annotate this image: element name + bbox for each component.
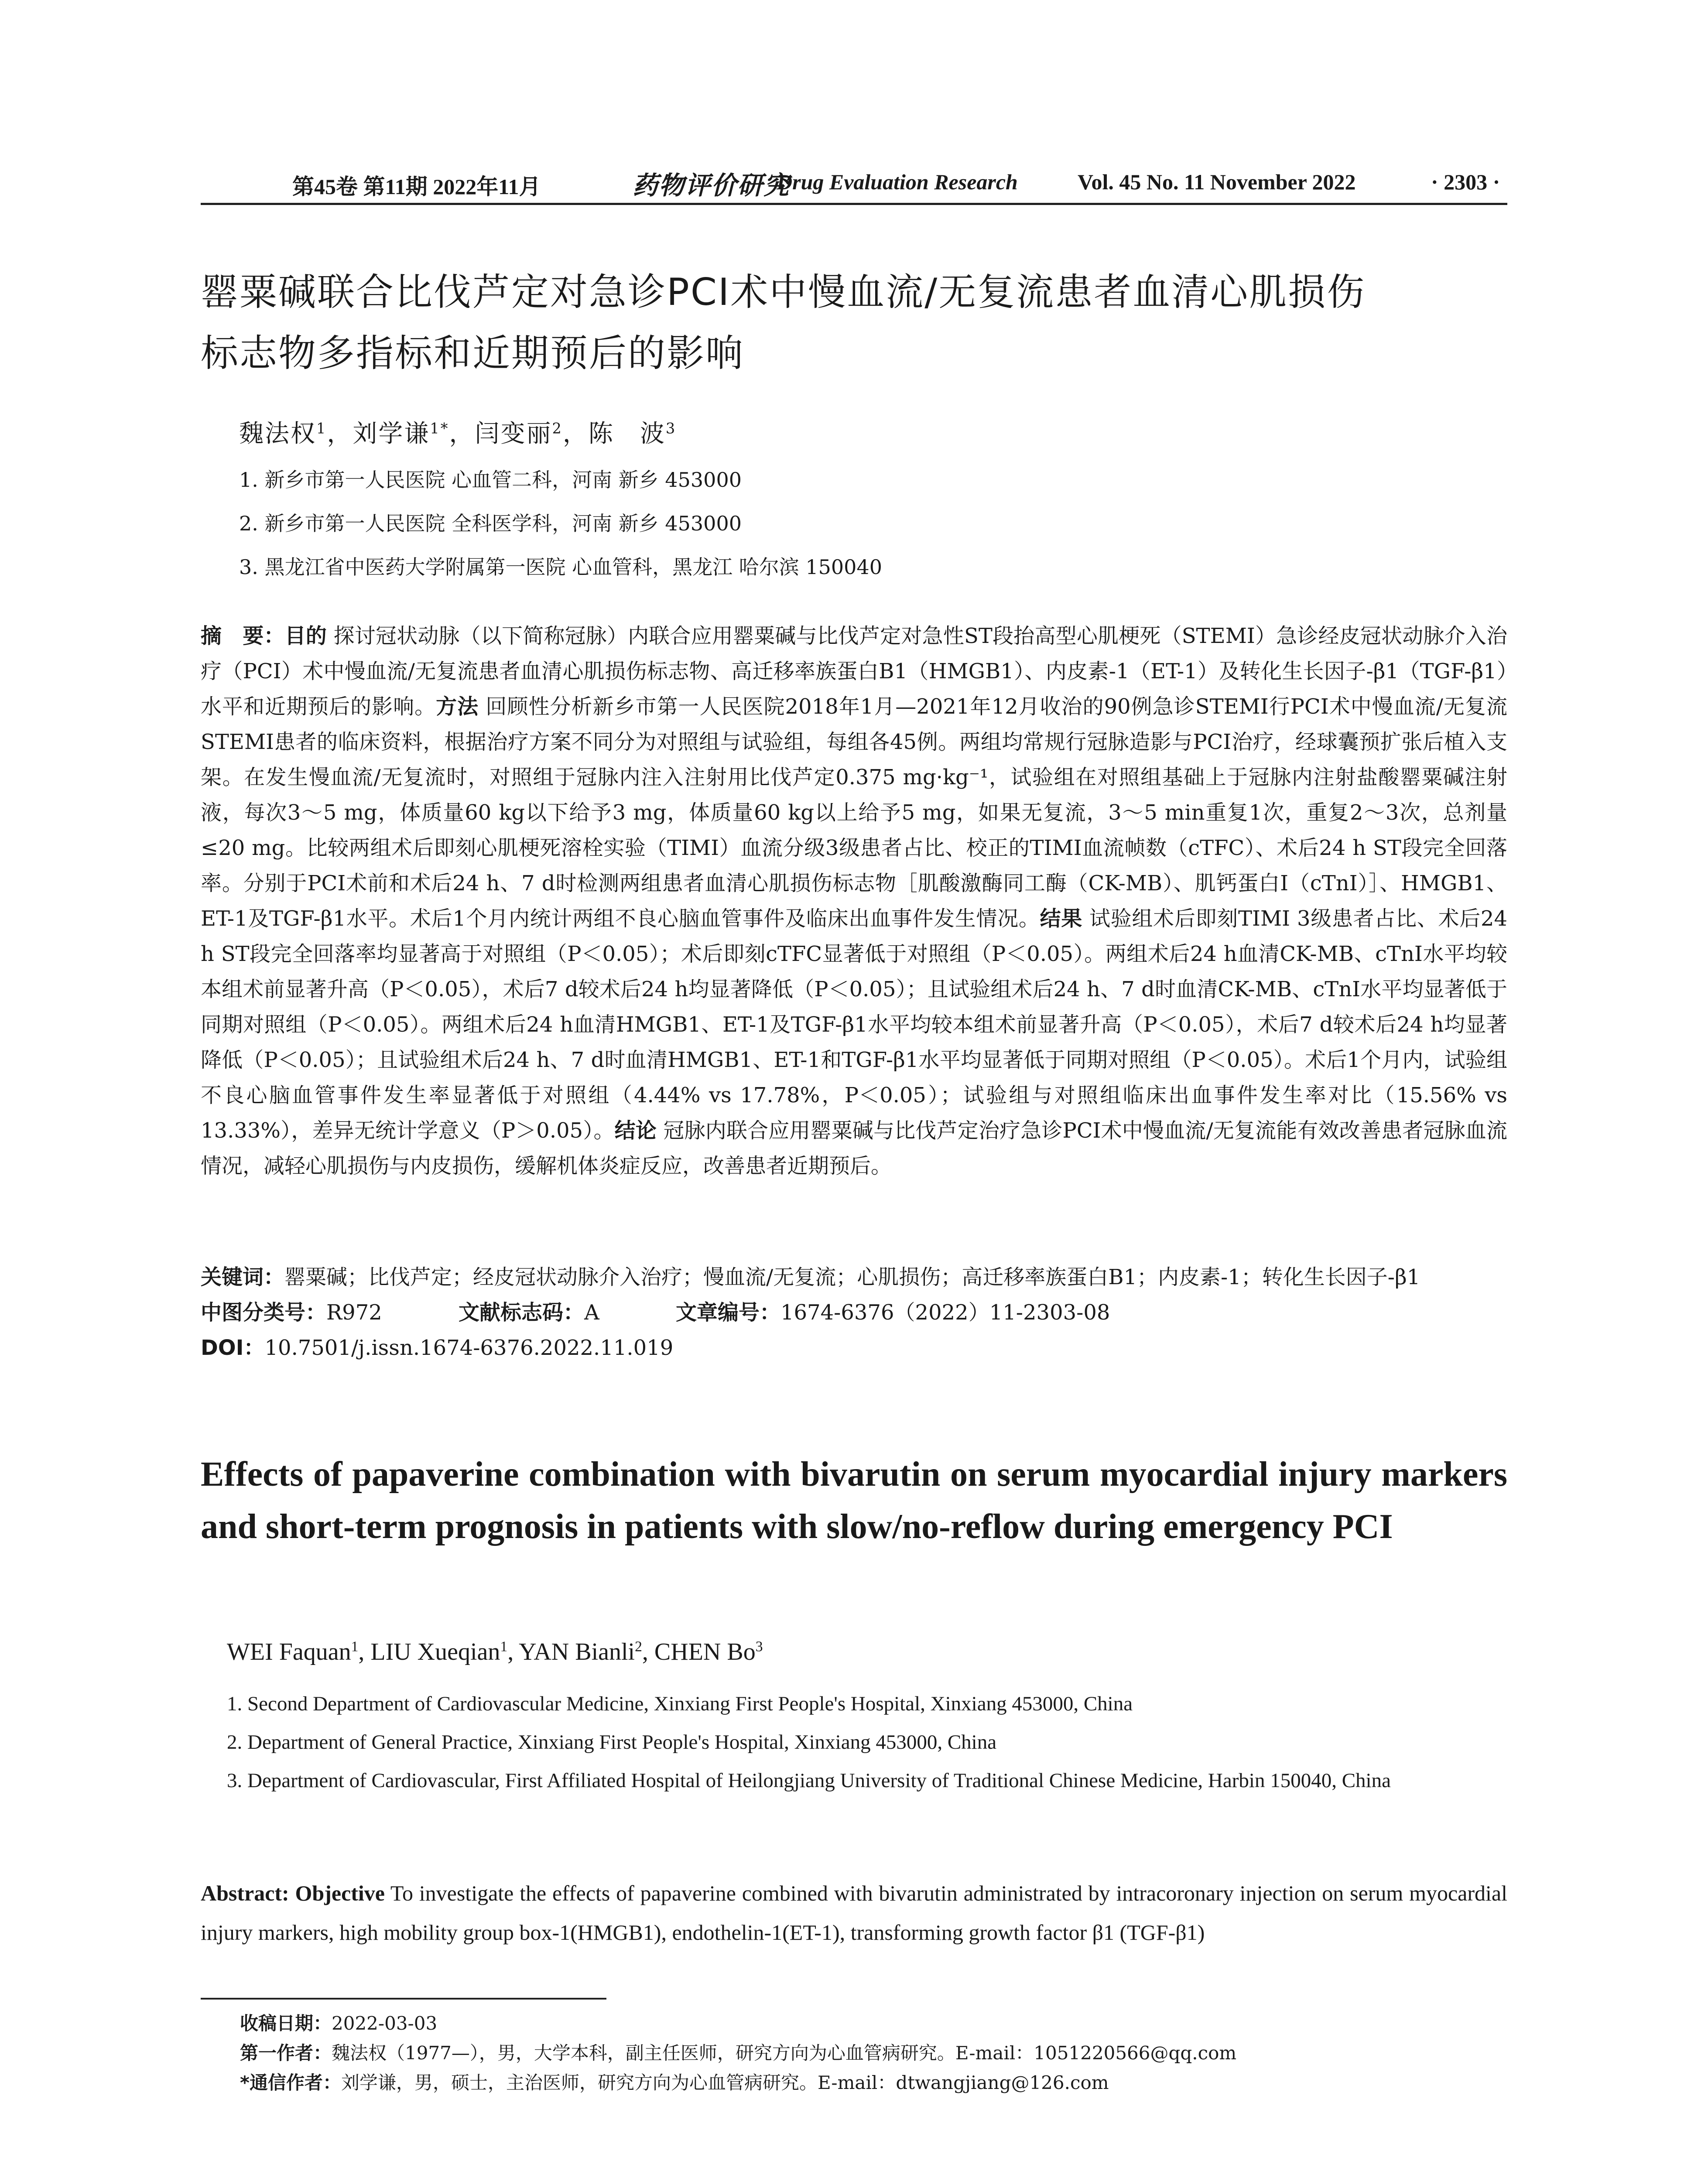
cn-author-sep: ，	[327, 420, 353, 448]
footnotes	[240, 2009, 1505, 2098]
en-author-2: LIU Xueqian	[370, 1638, 500, 1665]
en-affiliation-1: 1. Second Department of Cardiovascular Medicine, Xinxiang First People's Hospital, Xinxiang 453000, China	[227, 1692, 1133, 1715]
cn-author-4: 陈 波	[588, 420, 666, 448]
doi-link[interactable]: 10.7501/j.issn.1674-6376.2022.11.019	[264, 1336, 674, 1360]
en-author-3-sup: 2	[635, 1638, 642, 1655]
cn-authors	[239, 414, 676, 449]
objective-text-en: To investigate the effects of papaverine combined with bivarutin administrated by intracoronary injection on serum myocardial injury markers, high mobility group box-1(HMGB1), endothelin-1(ET-1), transforming growth factor β1 (TGF-β1)	[201, 1881, 1508, 1945]
doc-code-value: A	[584, 1300, 599, 1325]
keywords	[201, 1260, 1507, 1295]
objective-label-en: Objective	[295, 1881, 385, 1905]
cn-author-2-sup: 1*	[430, 420, 449, 437]
abstract-cn-label: 摘 要：	[201, 624, 285, 648]
cn-author-sep: ，	[449, 420, 475, 448]
clc-value: R972	[326, 1300, 382, 1325]
footnote-received	[240, 2009, 1505, 2038]
objective-text-cn: 探讨冠状动脉（以下简称冠脉）内联合应用罂粟碱与比伐芦定对急性ST段抬高型心肌梗死（STEMI）急诊经皮冠状动脉介入治疗（PCI）术中慢血流/无复流患者血清心肌损伤标志物、高迁移率族蛋白B1（HMGB1）、内皮素-1（ET-1）及转化生长因子-β1（TGF-β1）水平和近期预后的影响。	[201, 624, 1507, 719]
en-author-2-sup: 1	[500, 1638, 508, 1655]
objective-label-cn: 目的	[284, 624, 327, 648]
cn-title	[201, 262, 1509, 384]
running-header	[201, 165, 1509, 204]
conclusion-label-cn: 结论	[614, 1118, 657, 1143]
en-authors	[227, 1638, 763, 1666]
en-author-sep: ,	[642, 1638, 654, 1665]
first-author-label: 第一作者：	[240, 2042, 332, 2064]
en-author-sep: ,	[507, 1638, 519, 1665]
en-author-1-sup: 1	[351, 1638, 359, 1655]
journal-logo: 药物评价研究	[633, 171, 790, 200]
methods-label-cn: 方法	[436, 694, 479, 719]
results-label-cn: 结果	[1040, 906, 1083, 931]
cn-author-sep: ，	[562, 420, 589, 448]
cn-author-2: 刘学谦	[353, 420, 430, 448]
corresponding-text: 刘学谦，男，硕士，主治医师，研究方向为心血管病研究。E-mail：dtwangjiang@126.com	[341, 2072, 1109, 2093]
en-title: Effects of papaverine combination with bivarutin on serum myocardial injury markers and short-term prognosis in patients with slow/no-reflow during emergency PCI	[201, 1455, 1507, 1546]
classification-row	[201, 1295, 1507, 1330]
conclusion-text-cn: 冠脉内联合应用罂粟碱与比伐芦定治疗急诊PCI术中慢血流/无复流能有效改善患者冠脉血流情况，减轻心肌损伤与内皮损伤，缓解机体炎症反应，改善患者近期预后。	[201, 1118, 1507, 1178]
cn-affiliation-2: 2. 新乡市第一人民医院 全科医学科，河南 新乡 453000	[239, 512, 742, 535]
en-author-4-sup: 3	[755, 1638, 763, 1655]
cn-title-line-1: 罂粟碱联合比伐芦定对急诊PCI术中慢血流/无复流患者血清心肌损伤	[201, 270, 1366, 314]
first-author-text: 魏法权（1977—），男，大学本科，副主任医师，研究方向为心血管病研究。E-mail：1051220566@qq.com	[332, 2042, 1237, 2064]
cn-author-1: 魏法权	[239, 420, 316, 448]
footnote-first-author	[240, 2038, 1505, 2068]
header-rule	[201, 203, 1507, 205]
received-label: 收稿日期：	[240, 2013, 332, 2034]
cn-author-3: 闫变丽	[475, 420, 552, 448]
header-en-volume: Vol. 45 No. 11 November 2022	[1078, 170, 1356, 194]
footnote-corresponding	[240, 2068, 1505, 2098]
abstract-cn	[201, 619, 1507, 1184]
cn-affiliation-1: 1. 新乡市第一人民医院 心血管二科，河南 新乡 453000	[239, 468, 742, 492]
doc-code-label: 文献标志码：	[459, 1300, 585, 1325]
article-no-label: 文章编号：	[676, 1300, 781, 1325]
header-cn-volume: 第45卷 第11期 2022年11月	[292, 174, 541, 199]
cn-affiliation-3: 3. 黑龙江省中医药大学附属第一医院 心血管科，黑龙江 哈尔滨 150040	[239, 555, 882, 579]
header-en-journal: Drug Evaluation Research	[777, 170, 1018, 194]
header-page-number: · 2303 ·	[1431, 170, 1500, 194]
doi-label: DOI：	[201, 1336, 265, 1360]
keywords-text: 罂粟碱；比伐芦定；经皮冠状动脉介入治疗；慢血流/无复流；心肌损伤；高迁移率族蛋白B1；内皮素-1；转化生长因子-β1	[284, 1265, 1420, 1289]
meta-block	[201, 1260, 1507, 1366]
en-affiliation-3: 3. Department of Cardiovascular, First Affiliated Hospital of Heilongjiang University of Traditional Chinese Medicine, Harbin 150040, China	[227, 1769, 1391, 1792]
en-affiliation-2: 2. Department of General Practice, Xinxiang First People's Hospital, Xinxiang 453000, China	[227, 1731, 997, 1754]
footnote-rule	[201, 1998, 606, 2000]
en-affiliations	[227, 1685, 1507, 1800]
abstract-en	[201, 1873, 1507, 1952]
cn-author-1-sup: 1	[316, 420, 327, 437]
keywords-label: 关键词：	[201, 1265, 285, 1289]
en-author-3: YAN Bianli	[519, 1638, 635, 1665]
abstract-en-label: Abstract:	[201, 1881, 289, 1905]
doi-row	[201, 1330, 1507, 1366]
cn-title-line-2: 标志物多指标和近期预后的影响	[201, 332, 744, 375]
results-text-cn: 试验组术后即刻TIMI 3级患者占比、术后24 h ST段完全回落率均显著高于对照组（P＜0.05）；术后即刻cTFC显著低于对照组（P＜0.05）。两组术后24 h血清CK-MB、cTnI水平均较本组术前显著升高（P＜0.05），术后7 d较术后24 h均显著降低（P＜0.05）；且试验组术后24 h、7 d时血清CK-MB、cTnI水平均显著低于同期对照组（P＜0.05）。两组术后24 h血清HMGB1、ET-1及TGF-β1水平均较本组术前显著升高（P＜0.05），术后7 d较术后24 h均显著降低（P＜0.05）；且试验组术后24 h、7 d时血清HMGB1、ET-1和TGF-β1水平均显著低于同期对照组（P＜0.05）。术后1个月内，试验组不良心脑血管事件发生率显著低于对照组（4.44% vs 17.78%，P＜0.05）；试验组与对照组临床出血事件发生率对比（15.56% vs 13.33%），差异无统计学意义（P＞0.05）。	[201, 906, 1507, 1143]
corresponding-label: *通信作者：	[240, 2072, 341, 2093]
clc-label: 中图分类号：	[201, 1300, 327, 1325]
en-author-1: WEI Faquan	[227, 1638, 351, 1665]
cn-affiliations	[239, 458, 1461, 589]
methods-text-cn: 回顾性分析新乡市第一人民医院2018年1月—2021年12月收治的90例急诊STEMI行PCI术中慢血流/无复流STEMI患者的临床资料，根据治疗方案不同分为对照组与试验组，每组各45例。两组均常规行冠脉造影与PCI治疗，经球囊预扩张后植入支架。在发生慢血流/无复流时，对照组于冠脉内注入注射用比伐芦定0.375 mg·kg⁻¹，试验组在对照组基础上于冠脉内注射盐酸罂粟碱注射液，每次3～5 mg，体质量60 kg以下给予3 mg，体质量60 kg以上给予5 mg，如果无复流，3～5 min重复1次，重复2～3次，总剂量≤20 mg。比较两组术后即刻心肌梗死溶栓实验（TIMI）血流分级3级患者占比、校正的TIMI血流帧数（cTFC）、术后24 h ST段完全回落率。分别于PCI术前和术后24 h、7 d时检测两组患者血清心肌损伤标志物［肌酸激酶同工酶（CK-MB）、肌钙蛋白I（cTnI）］、HMGB1、ET-1及TGF-β1水平。术后1个月内统计两组不良心脑血管事件及临床出血事件发生情况。	[201, 694, 1507, 931]
cn-author-3-sup: 2	[552, 420, 563, 437]
received-date: 2022-03-03	[332, 2013, 438, 2034]
en-author-sep: ,	[358, 1638, 371, 1665]
article-no-value: 1674-6376（2022）11-2303-08	[780, 1300, 1110, 1325]
cn-author-4-sup: 3	[665, 420, 677, 437]
en-author-4: CHEN Bo	[654, 1638, 756, 1665]
